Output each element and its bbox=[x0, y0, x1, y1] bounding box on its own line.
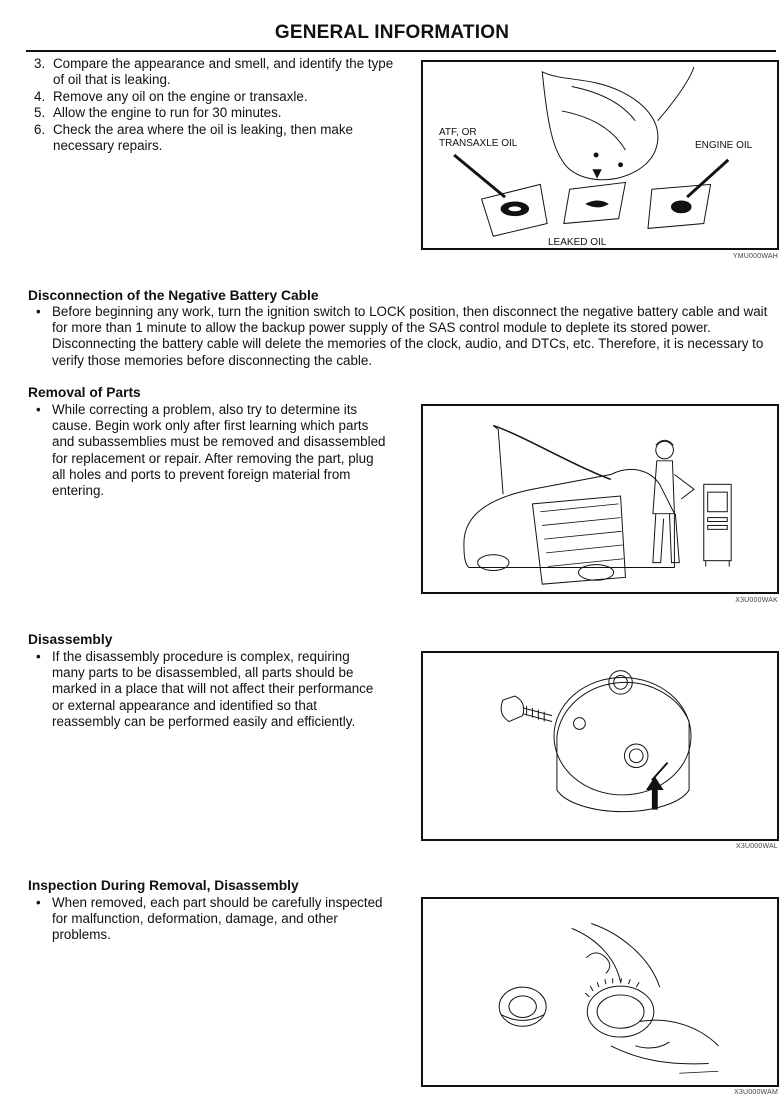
step-text: Check the area where the oil is leaking, then make necessary repairs. bbox=[53, 121, 353, 154]
bullet-marker: • bbox=[36, 402, 41, 417]
bullet-text: When removed, each part should be carefully inspected for malfunction, deformation, damage, and other problems. bbox=[52, 895, 383, 943]
step-number: 6. bbox=[34, 121, 46, 137]
bullet-marker: • bbox=[36, 649, 41, 664]
steps-list bbox=[34, 56, 394, 154]
transaxle-oil-label: TRANSAXLE OIL bbox=[439, 138, 518, 149]
atf-label: ATF, OR bbox=[439, 127, 477, 138]
figure-code: X3U000WAL bbox=[735, 843, 778, 850]
disassembly-figure bbox=[421, 651, 779, 841]
bullet-text: Before beginning any work, turn the ignition switch to LOCK position, then disconnect the negative battery cable and wait for more than 1 minute to allow the backup power supply of the SAS control module to deplete its stored power. Disconnecting the battery cable will delete the memories of the clock, audio, and DTCs, etc. Therefore, it is necessary to verify those memories before disconnecting the cable. bbox=[52, 304, 768, 368]
step-number: 5. bbox=[34, 105, 46, 121]
step-item bbox=[34, 122, 394, 155]
step-text: Remove any oil on the engine or transaxle. bbox=[53, 88, 308, 104]
step-item bbox=[34, 89, 394, 105]
part-inspection-illustration bbox=[423, 899, 777, 1085]
step-number: 3. bbox=[34, 56, 46, 71]
figure-code: X3U000WAM bbox=[734, 1089, 778, 1096]
bullet-marker: • bbox=[36, 304, 41, 319]
bullet-text: If the disassembly procedure is complex, requiring many parts to be disassembled, all parts should be marked in a place that will not affect their performance or external appearance and identified so that reassembly can be performed easily and efficiently. bbox=[52, 649, 374, 729]
step-number: 4. bbox=[34, 88, 46, 104]
engine-oil-label: ENGINE OIL bbox=[695, 140, 753, 151]
bullet-disassembly bbox=[36, 649, 386, 730]
bolt-marking-illustration bbox=[423, 653, 777, 839]
step-text: Compare the appearance and smell, and identify the type of oil that is leaking. bbox=[53, 56, 394, 88]
car-mechanic-illustration bbox=[423, 406, 777, 592]
bullet-inspection bbox=[36, 895, 386, 944]
title-rule bbox=[26, 50, 776, 52]
leaked-oil-label: LEAKED OIL bbox=[548, 237, 607, 248]
oil-leak-figure bbox=[421, 60, 779, 250]
step-text: Allow the engine to run for 30 minutes. bbox=[53, 105, 282, 121]
step-item bbox=[34, 105, 394, 121]
section-heading-inspection: Inspection During Removal, Disassembly bbox=[28, 878, 299, 893]
bullet-marker: • bbox=[36, 895, 41, 910]
section-heading-removal: Removal of Parts bbox=[28, 385, 141, 400]
page-title: GENERAL INFORMATION bbox=[274, 22, 510, 43]
step-item bbox=[34, 56, 394, 89]
inspection-figure bbox=[421, 897, 779, 1087]
bullet-text: While correcting a problem, also try to determine its cause. Begin work only after first learning which parts and subassemblies must be removed and disassembled for replacement or repair. After removing the part, plug all holes and ports to prevent foreign material from entering. bbox=[52, 402, 386, 499]
bullet-battery bbox=[36, 304, 776, 369]
figure-code: YMU000WAH bbox=[732, 253, 778, 260]
figure-code: X3U000WAK bbox=[735, 597, 778, 604]
section-heading-battery: Disconnection of the Negative Battery Cable bbox=[28, 288, 319, 303]
bullet-removal bbox=[36, 402, 386, 499]
removal-figure bbox=[421, 404, 779, 594]
section-heading-disassembly: Disassembly bbox=[28, 632, 113, 647]
oil-leak-illustration bbox=[423, 62, 777, 248]
